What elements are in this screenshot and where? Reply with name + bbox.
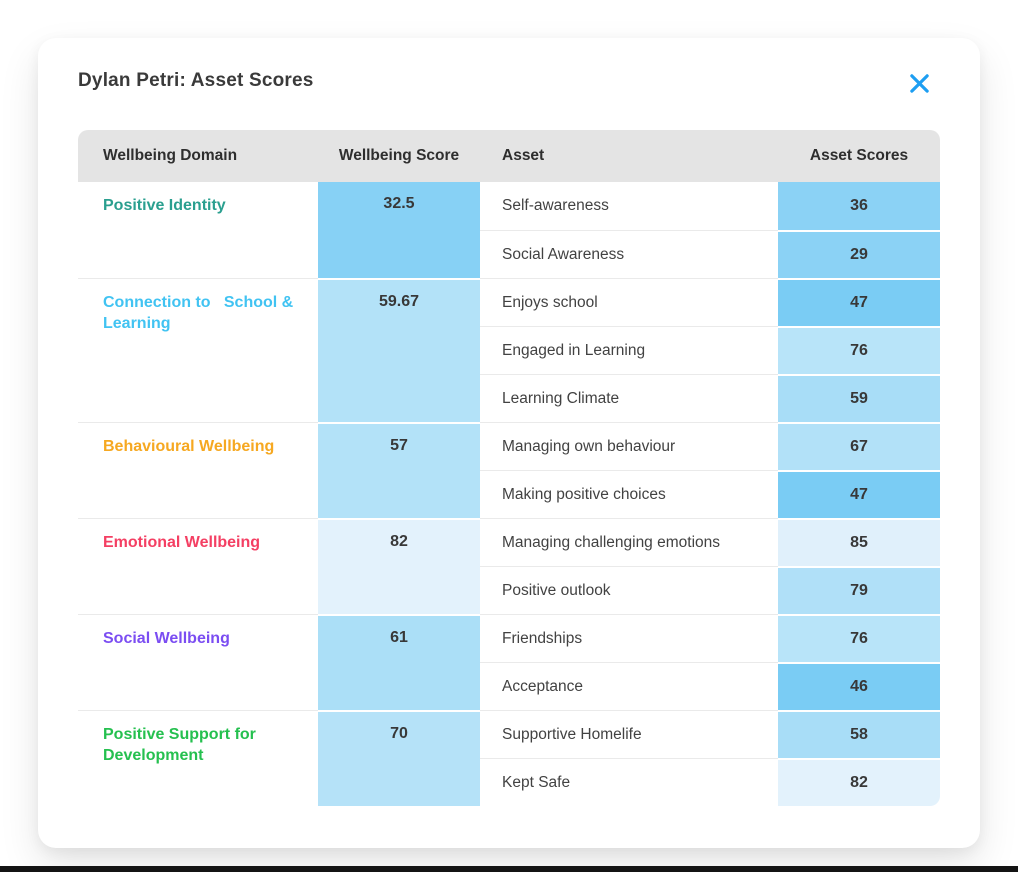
wellbeing-score-cell: 59.67 — [318, 278, 480, 422]
asset-score-cell: 47 — [778, 470, 940, 518]
domain-cell-social-wellbeing: Social Wellbeing — [78, 614, 318, 710]
asset-name-cell: Acceptance — [480, 662, 778, 710]
asset-score-cell: 67 — [778, 422, 940, 470]
modal-title: Dylan Petri: Asset Scores — [78, 70, 314, 91]
column-header-wellbeing-score: Wellbeing Score — [318, 130, 480, 182]
wellbeing-score-cell: 57 — [318, 422, 480, 518]
column-header-asset-scores: Asset Scores — [778, 130, 940, 182]
close-icon — [906, 70, 933, 97]
asset-name-cell: Learning Climate — [480, 374, 778, 422]
domain-cell-behavioural-wellbeing: Behavioural Wellbeing — [78, 422, 318, 518]
close-button[interactable] — [902, 66, 936, 100]
asset-name-cell: Social Awareness — [480, 230, 778, 278]
asset-score-cell: 76 — [778, 326, 940, 374]
column-header-wellbeing-domain: Wellbeing Domain — [78, 130, 318, 182]
asset-name-cell: Self-awareness — [480, 182, 778, 230]
asset-score-cell: 36 — [778, 182, 940, 230]
asset-name-cell: Making positive choices — [480, 470, 778, 518]
asset-score-cell: 76 — [778, 614, 940, 662]
asset-score-cell: 58 — [778, 710, 940, 758]
asset-name-cell: Managing challenging emotions — [480, 518, 778, 566]
asset-name-cell: Supportive Homelife — [480, 710, 778, 758]
domain-cell-positive-identity: Positive Identity — [78, 182, 318, 278]
domain-cell-emotional-wellbeing: Emotional Wellbeing — [78, 518, 318, 614]
asset-name-cell: Engaged in Learning — [480, 326, 778, 374]
wellbeing-score-cell: 82 — [318, 518, 480, 614]
asset-name-cell: Managing own behaviour — [480, 422, 778, 470]
domain-cell-positive-support-for-development: Positive Support for Development — [78, 710, 318, 806]
asset-score-cell: 29 — [778, 230, 940, 278]
asset-scores-table — [78, 130, 940, 806]
wellbeing-score-cell: 70 — [318, 710, 480, 806]
wellbeing-score-cell: 32.5 — [318, 182, 480, 278]
asset-score-cell: 85 — [778, 518, 940, 566]
screen-bottom-bar — [0, 866, 1018, 872]
asset-name-cell: Friendships — [480, 614, 778, 662]
asset-score-cell: 79 — [778, 566, 940, 614]
asset-score-cell: 59 — [778, 374, 940, 422]
asset-score-cell: 46 — [778, 662, 940, 710]
domain-cell-connection-to-school-and-learning: Connection to School & Learning — [78, 278, 318, 422]
asset-name-cell: Kept Safe — [480, 758, 778, 806]
asset-name-cell: Enjoys school — [480, 278, 778, 326]
asset-score-cell: 82 — [778, 758, 940, 806]
asset-scores-modal — [38, 38, 980, 848]
column-header-asset: Asset — [480, 130, 778, 182]
wellbeing-score-cell: 61 — [318, 614, 480, 710]
asset-score-cell: 47 — [778, 278, 940, 326]
asset-name-cell: Positive outlook — [480, 566, 778, 614]
